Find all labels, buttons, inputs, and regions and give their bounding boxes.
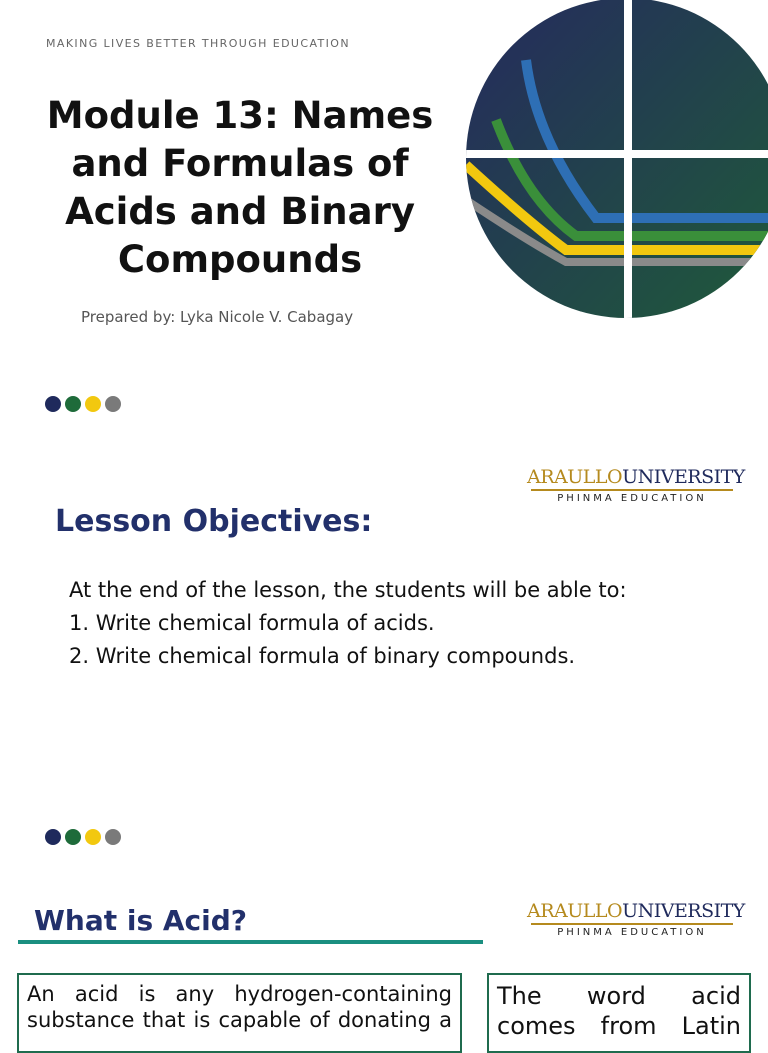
dot-yellow xyxy=(85,396,101,412)
brand-name xyxy=(527,900,745,922)
acid-definition-text: An acid is any hydrogen-containing substance that is capable of donating a xyxy=(27,982,452,1032)
acid-definition-slide xyxy=(0,868,768,1040)
acid-etymology-text: The word acid comes from Latin xyxy=(497,982,741,1040)
objective-item: 2. Write chemical formula of binary compounds. xyxy=(69,644,576,668)
title-line: Compounds xyxy=(117,238,363,281)
brand-name-part1: ARAULLO xyxy=(527,466,623,488)
title-slide xyxy=(0,0,768,434)
araullo-university-logo xyxy=(527,466,745,505)
title-line: Module 13: Names xyxy=(46,94,434,137)
heading-underline xyxy=(18,940,483,944)
objectives-intro: At the end of the lesson, the students will be able to: xyxy=(69,578,627,602)
brand-divider xyxy=(531,489,733,491)
dot-yellow xyxy=(85,829,101,845)
brand-name-part1: ARAULLO xyxy=(527,900,623,922)
objectives-heading: Lesson Objectives: xyxy=(55,504,373,539)
dot-navy xyxy=(45,829,61,845)
page-title xyxy=(30,92,450,284)
dot-green xyxy=(65,396,81,412)
objective-item: 1. Write chemical formula of acids. xyxy=(69,611,435,635)
brand-name-part2: UNIVERSITY xyxy=(622,466,745,488)
title-line: Acids and Binary xyxy=(65,190,415,233)
objectives-list xyxy=(69,574,627,673)
prepared-by: Prepared by: Lyka Nicole V. Cabagay xyxy=(81,308,354,326)
dot-navy xyxy=(45,396,61,412)
dot-green xyxy=(65,829,81,845)
objectives-slide xyxy=(0,434,768,868)
araullo-university-logo xyxy=(527,900,745,939)
university-emblem-graphic xyxy=(466,0,768,320)
brand-name xyxy=(527,466,745,488)
dot-gray xyxy=(105,829,121,845)
brand-divider xyxy=(531,923,733,925)
acid-etymology-box xyxy=(487,973,751,1053)
tagline: MAKING LIVES BETTER THROUGH EDUCATION xyxy=(46,37,350,50)
dot-gray xyxy=(105,396,121,412)
title-line: and Formulas of xyxy=(71,142,409,185)
acid-definition-box xyxy=(17,973,462,1053)
acid-heading: What is Acid? xyxy=(34,904,248,937)
brand-subtitle: PHINMA EDUCATION xyxy=(557,927,707,938)
decorative-dots xyxy=(45,396,121,412)
brand-subtitle: PHINMA EDUCATION xyxy=(557,493,707,504)
brand-name-part2: UNIVERSITY xyxy=(622,900,745,922)
decorative-dots xyxy=(45,829,121,845)
